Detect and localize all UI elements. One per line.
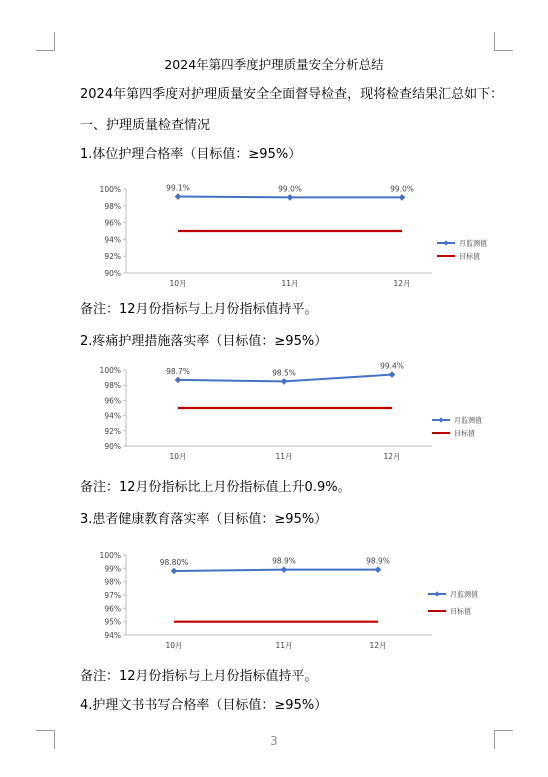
legend-target-label: 目标值 (454, 429, 475, 438)
data-point-marker (375, 566, 382, 573)
y-tick-label: 100% (99, 185, 121, 194)
y-tick-label: 92% (104, 426, 121, 436)
y-tick-label: 94% (104, 631, 121, 640)
data-point-marker (175, 193, 182, 200)
y-tick-label: 95% (104, 617, 121, 627)
data-point-marker (281, 566, 288, 573)
crop-mark-top-left (36, 32, 55, 51)
y-tick-label: 98% (104, 577, 121, 587)
data-label: 98.5% (272, 368, 296, 378)
x-tick-label: 10月 (165, 641, 183, 650)
x-tick-label: 12月 (383, 452, 401, 461)
legend-monthly-marker (434, 591, 439, 596)
crop-mark-top-right (494, 32, 513, 51)
y-tick-label: 97% (104, 591, 121, 600)
data-label: 98.80% (159, 558, 189, 567)
data-point-marker (281, 378, 288, 385)
y-tick-label: 99% (104, 564, 121, 574)
data-label: 99.0% (390, 184, 414, 194)
item-2-heading: 2.疼痛护理措施落实率（目标值：≥95%） (80, 334, 328, 349)
y-tick-label: 92% (104, 252, 121, 262)
legend-target-label: 目标值 (459, 252, 480, 261)
data-label: 98.9% (366, 556, 390, 566)
data-label: 98.9% (272, 556, 296, 566)
data-point-marker (389, 371, 396, 378)
item-4-heading: 4.护理文书书写合格率（目标值：≥95%） (80, 698, 328, 713)
y-tick-label: 100% (99, 366, 121, 375)
x-tick-label: 12月 (393, 279, 411, 288)
section-heading: 一、护理质量检查情况 (80, 118, 211, 133)
y-tick-label: 90% (104, 269, 121, 278)
legend-monthly-marker (443, 240, 448, 245)
monthly-series-line (174, 570, 378, 571)
data-label: 99.1% (166, 183, 190, 193)
x-tick-label: 11月 (275, 452, 293, 461)
legend-monthly-label: 月监测值 (454, 416, 482, 425)
y-tick-label: 94% (104, 235, 121, 245)
intro-paragraph: 2024年第四季度对护理质量安全全面督导检查，现将检查结果汇总如下： (80, 87, 504, 102)
chart-3-health-education-rate (80, 544, 500, 659)
item-1-heading: 1.体位护理合格率（目标值：≥95%） (80, 147, 302, 162)
y-tick-label: 100% (99, 551, 121, 560)
y-tick-label: 98% (104, 201, 121, 211)
page-number: 3 (270, 734, 278, 748)
legend-monthly-label: 月监测值 (459, 239, 487, 248)
item-1-note: 备注：12月份指标与上月份指标值持平。 (80, 302, 318, 317)
data-point-marker (287, 194, 294, 201)
y-tick-label: 96% (104, 218, 121, 228)
x-tick-label: 10月 (169, 279, 187, 288)
y-tick-label: 90% (104, 442, 121, 451)
item-2-note: 备注：12月份指标比上月份指标值上升0.9%。 (80, 480, 351, 495)
y-tick-label: 96% (104, 396, 121, 406)
x-tick-label: 11月 (281, 279, 299, 288)
item-3-note: 备注：12月份指标与上月份指标值持平。 (80, 669, 318, 684)
data-label: 98.7% (166, 366, 190, 376)
data-label: 99.4% (380, 361, 404, 371)
data-point-marker (171, 568, 178, 575)
chart-1-position-care-rate (80, 172, 500, 297)
x-tick-label: 11月 (275, 641, 293, 650)
chart-2-pain-care-rate (80, 358, 500, 468)
x-tick-label: 10月 (169, 452, 187, 461)
legend-target-label: 目标值 (450, 607, 471, 616)
y-tick-label: 96% (104, 604, 121, 614)
item-3-heading: 3.患者健康教育落实率（目标值：≥95%） (80, 512, 328, 527)
y-tick-label: 98% (104, 381, 121, 391)
x-tick-label: 12月 (369, 641, 387, 650)
legend-monthly-label: 月监测值 (450, 590, 478, 599)
data-point-marker (399, 194, 406, 201)
data-point-marker (175, 377, 182, 384)
data-label: 99.0% (278, 184, 302, 194)
page-title: 2024年第四季度护理质量安全分析总结 (164, 57, 384, 72)
y-tick-label: 94% (104, 411, 121, 421)
legend-monthly-marker (438, 417, 443, 422)
